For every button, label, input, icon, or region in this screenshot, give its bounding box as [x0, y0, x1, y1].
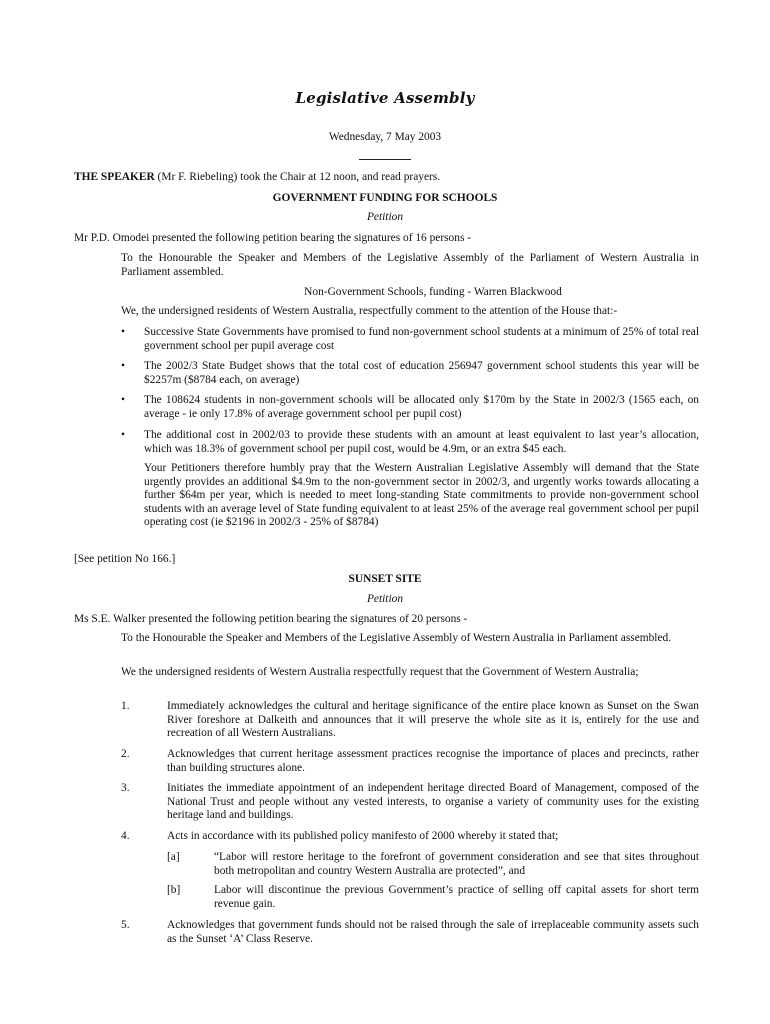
opening-line [74, 171, 698, 185]
list-item: Initiates the immediate appointment of an independent heritage directed Board of Management, composed of the National Trust and people without any vested interests, to organise a variety of community uses for the existing heritage land and buildings. [167, 782, 699, 822]
item-number: 4. [121, 830, 130, 842]
list-item: Acts in accordance with its published policy manifesto of 2000 whereby it stated that; [167, 830, 559, 842]
section-subheading-petition: Petition [366, 593, 404, 605]
list-item: Acknowledges that government funds should not be raised through the sale of irreplaceable community assets such as the Sunset ‘A’ Class Reserve. [167, 919, 699, 945]
list-item: The additional cost in 2002/03 to provide these students with an amount at least equivalent to last year’s allocation, which was 18.3% of government school per pupil cost, would be 4.9m, or an extra $45 each. [144, 429, 699, 455]
petition-intro: Ms S.E. Walker presented the following petition bearing the signatures of 20 persons - [74, 613, 468, 625]
list-item: Immediately acknowledges the cultural and heritage significance of the entire place known as Sunset on the Swan River foreshore at Dalkeith and announces that it will preserve the whole site as it is, entirely for the use and recreation of all Western Australians. [167, 700, 699, 740]
subitem-label: [b] [167, 884, 181, 896]
list-item: The 2002/3 State Budget shows that the total cost of education 256947 government school students this year will be $2257m ($8784 each, on average) [144, 360, 699, 386]
sitting-date: Wednesday, 7 May 2003 [328, 131, 442, 143]
petition-address: To the Honourable the Speaker and Members of the Legislative Assembly of the Parliament of Western Australia in Parliament assembled. [121, 252, 699, 278]
opening-text: (Mr F. Riebeling) took the Chair at 12 noon, and read prayers. [154, 171, 441, 183]
section-heading-sunset: SUNSET SITE [348, 573, 422, 585]
section-subheading-petition: Petition [366, 211, 404, 223]
subitem-text: Labor will discontinue the previous Government’s practice of selling off capital assets for short term revenue gain. [214, 884, 699, 910]
bullet-marker: • [121, 429, 125, 441]
petition-address: To the Honourable the Speaker and Members of the Legislative Assembly of Western Australia in Parliament assembled. [121, 632, 672, 644]
divider-rule [359, 159, 411, 160]
subitem-text: “Labor will restore heritage to the forefront of government consideration and see that sites throughout both metropolitan and country Western Australia are protected”, and [214, 851, 699, 877]
item-number: 5. [121, 919, 130, 931]
petition-preamble: We, the undersigned residents of Western Australia, respectfully comment to the attention of the House that:- [121, 305, 618, 317]
item-number: 1. [121, 700, 130, 712]
list-item: Successive State Governments have promised to fund non-government school students at a minimum of 25% of total real government school per pupil average cost [144, 326, 699, 352]
petition-preamble: We the undersigned residents of Western Australia respectfully request that the Government of Western Australia; [121, 666, 639, 678]
list-item: Acknowledges that current heritage assessment practices recognise the importance of places and precincts, rather than building structures alone. [167, 748, 699, 774]
speaker-label: THE SPEAKER [74, 171, 155, 183]
page-title: Legislative Assembly [295, 89, 475, 107]
item-number: 2. [121, 748, 130, 760]
section-heading-schools: GOVERNMENT FUNDING FOR SCHOOLS [272, 192, 498, 204]
bullet-marker: • [121, 394, 125, 406]
petition-prayer: Your Petitioners therefore humbly pray that the Western Australian Legislative Assembly will demand that the State urgently provides an additional $4.9m to the non-government sector in 2002/3, and urgently works towards allocating a further $64m per year, which is needed to meet long-standing State commitments to provide non-government school students with an average level of State funding equivalent to at least 25% of the average real government school per pupil operating cost (ie $2196 in 2002/3 - 25% of $8784) [144, 462, 699, 529]
petition-intro: Mr P.D. Omodei presented the following petition bearing the signatures of 16 persons - [74, 232, 472, 244]
list-item: The 108624 students in non-government schools will be allocated only $170m by the State in 2002/3 (1565 each, on average - ie only 17.8% of average government school per pupil cost) [144, 394, 699, 420]
petition-subject: Non-Government Schools, funding - Warren Blackwood [304, 286, 562, 298]
bullet-marker: • [121, 360, 125, 372]
petition-reference: [See petition No 166.] [74, 553, 176, 565]
bullet-marker: • [121, 326, 125, 338]
item-number: 3. [121, 782, 130, 794]
subitem-label: [a] [167, 851, 180, 863]
